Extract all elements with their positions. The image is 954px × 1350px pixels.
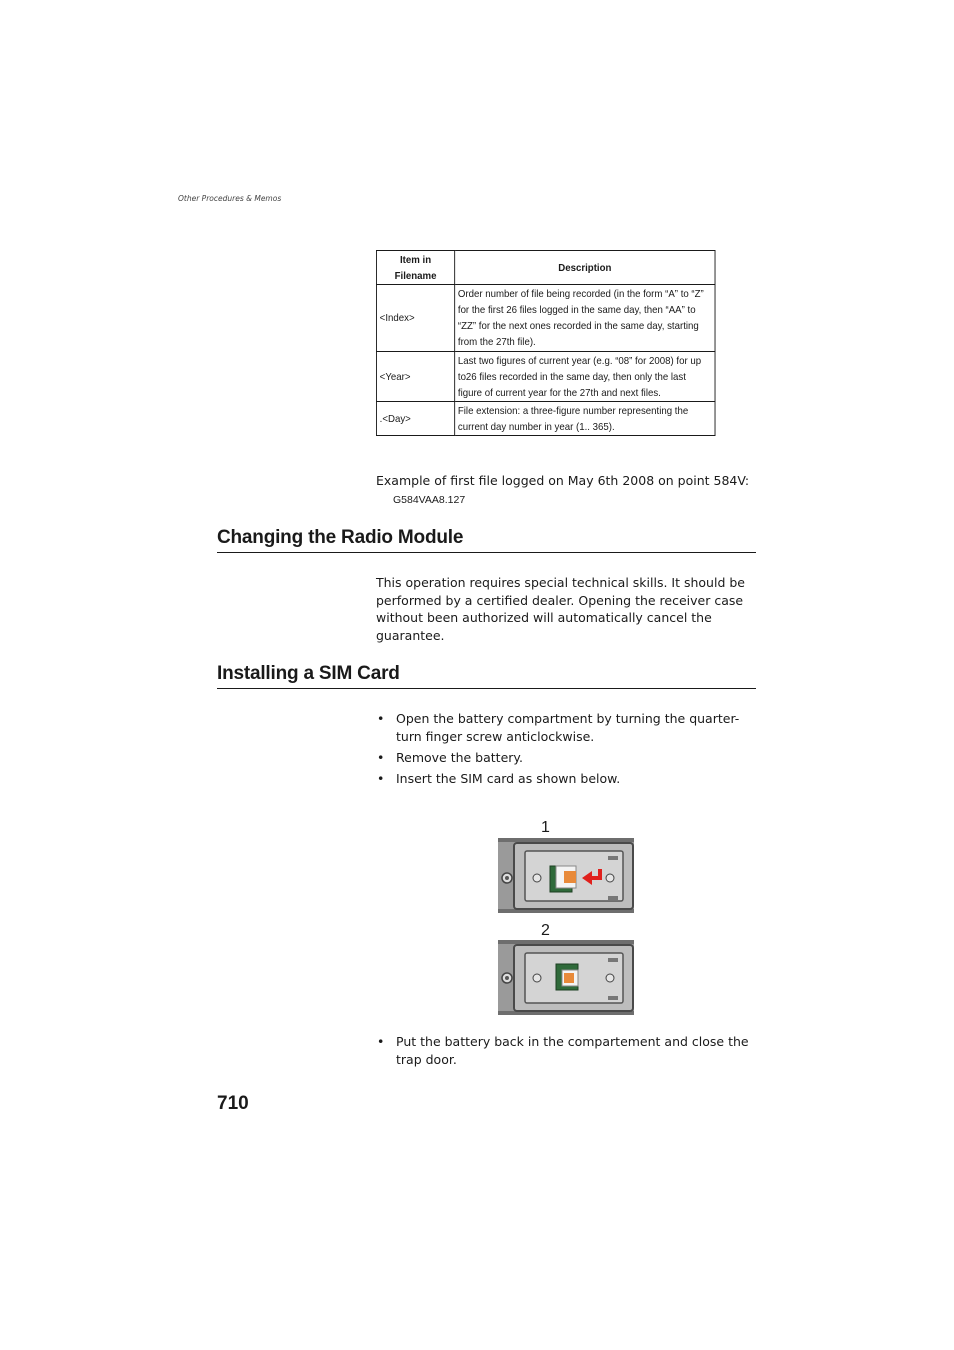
list-item: • Remove the battery. — [376, 749, 756, 767]
row-description-day: File extension: a three-figure number representing the current day number in year (1.. 365). — [455, 402, 715, 436]
table-row — [376, 402, 715, 436]
filename-table — [376, 250, 715, 436]
list-item: • Insert the SIM card as shown below. — [376, 770, 756, 788]
row-description-year: Last two figures of current year (e.g. “08” for 2008) for up to26 files recorded in the same day, then only the last figure of current year for the 27th and next files. — [455, 352, 715, 402]
row-item-day: .<Day> — [376, 402, 454, 436]
final-step-list — [376, 1033, 756, 1072]
table-header-row — [376, 251, 715, 285]
row-item-year: <Year> — [376, 352, 454, 402]
list-item: • Put the battery back in the compartement and close the trap door. — [376, 1033, 756, 1068]
page-number: 710 — [217, 1093, 249, 1114]
sim-insert-photo — [498, 838, 634, 913]
running-head: Other Procedures & Memos — [178, 194, 282, 203]
section-title-sim-card: Installing a SIM Card — [217, 663, 756, 689]
row-item-index: <Index> — [376, 285, 454, 352]
example-text: Example of first file logged on May 6th 2008 on point 584V: — [376, 473, 750, 488]
figure-label-1: 1 — [541, 819, 550, 836]
figure-label-2: 2 — [541, 922, 550, 939]
table-row — [376, 352, 715, 402]
sim-steps-list — [376, 710, 756, 791]
sim-installed-photo — [498, 940, 634, 1015]
example-filename: G584VAA8.127 — [393, 494, 466, 506]
row-description-index: Order number of file being recorded (in the form “A” to “Z” for the first 26 files logged in the same day, then “AA” to “ZZ” for the next ones recorded in the same day, starting from the 27th file). — [455, 285, 715, 352]
header-description: Description — [455, 251, 715, 285]
radio-module-paragraph: This operation requires special technical skills. It should be performed by a certified dealer. Opening the receiver case without been authorized will automatically cancel the guarantee. — [376, 575, 745, 643]
table-row — [376, 285, 715, 352]
list-item: • Open the battery compartment by turning the quarter-turn finger screw anticlockwise. — [376, 710, 756, 745]
header-item-in-filename: Item in Filename — [376, 251, 454, 285]
section-title-radio-module: Changing the Radio Module — [217, 527, 756, 553]
